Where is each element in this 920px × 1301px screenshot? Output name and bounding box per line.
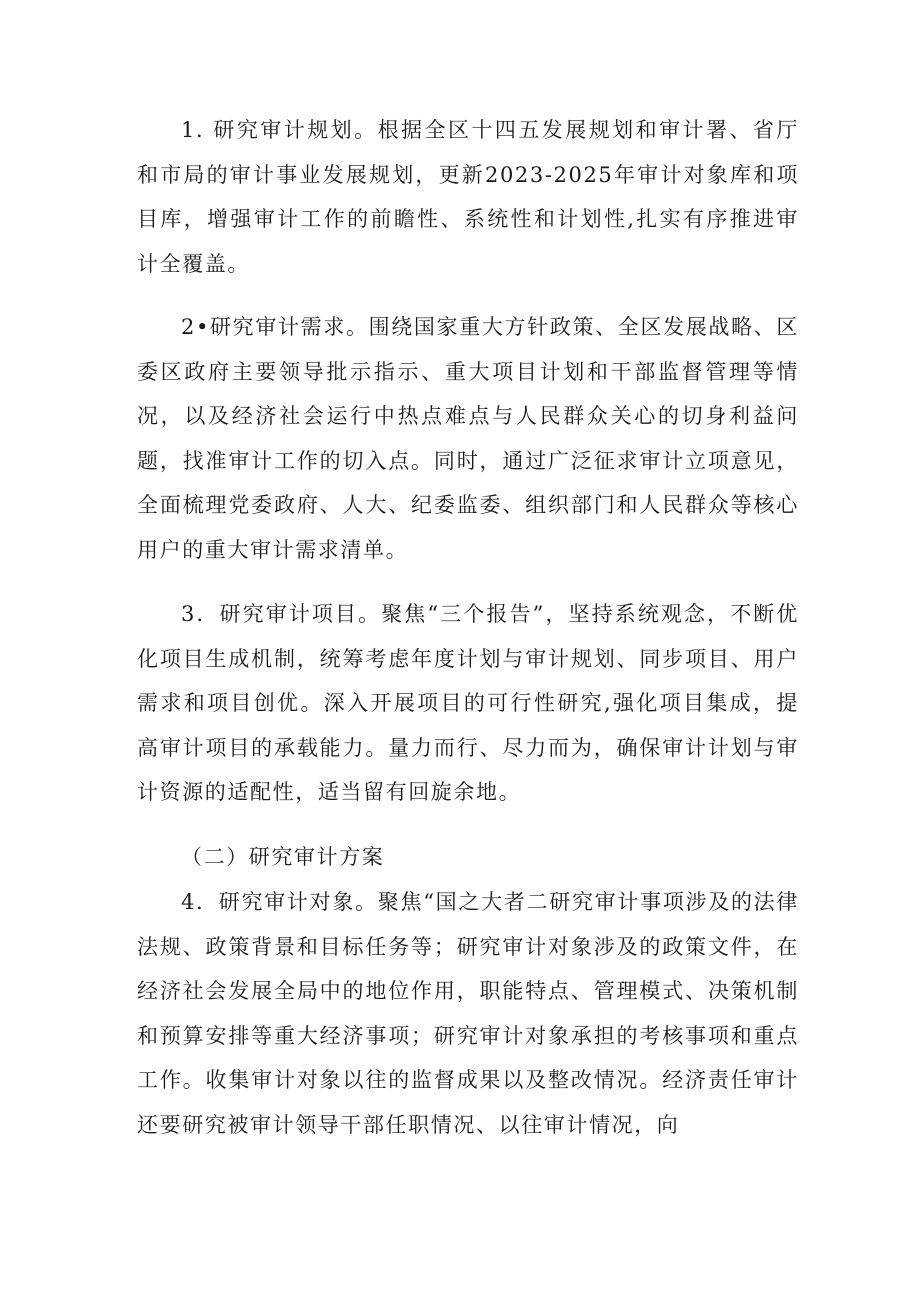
section-heading-audit-plan: （二）研究审计方案 — [181, 845, 385, 869]
paragraph-audit-objects: 4．研究审计对象。聚焦“国之大者二研究审计事项涉及的法律法规、政策背景和目标任务等；研究审计对象涉及的政策文件，在经济社会发展全局中的地位作用，职能特点、管理模式、决策机制和预算安排等重大经济事项；研究审计对象承担的考核事项和重点工作。收集审计对象以往的监督成果以及整改情况。经济责任审计还要研究被审计领导干部任职情况、以往审计情况，向 — [137, 890, 799, 1137]
paragraph-audit-planning: 1. 研究审计规划。根据全区十四五发展规划和审计署、省厅和市局的审计事业发展规划，更新2023-2025年审计对象库和项目库，增强审计工作的前瞻性、系统性和计划性,扎实有序推进审计全覆盖。 — [137, 118, 799, 276]
paragraph-audit-demand: 2•研究审计需求。围绕国家重大方针政策、全区发展战略、区委区政府主要领导批示指示、重大项目计划和干部监督管理等情况，以及经济社会运行中热点难点与人民群众关心的切身利益问题，找准审计工作的切入点。同时，通过广泛征求审计立项意见，全面梳理党委政府、人大、纪委监委、组织部门和人民群众等核心用户的重大审计需求清单。 — [137, 315, 799, 562]
paragraph-audit-projects: 3．研究审计项目。聚焦“三个报告”，坚持系统观念，不断优化项目生成机制，统筹考虑年度计划与审计规划、同步项目、用户需求和项目创优。深入开展项目的可行性研究,强化项目集成，提高审计项目的承载能力。量力而行、尽力而为，确保审计计划与审计资源的适配性，适当留有回旋余地。 — [137, 602, 799, 805]
